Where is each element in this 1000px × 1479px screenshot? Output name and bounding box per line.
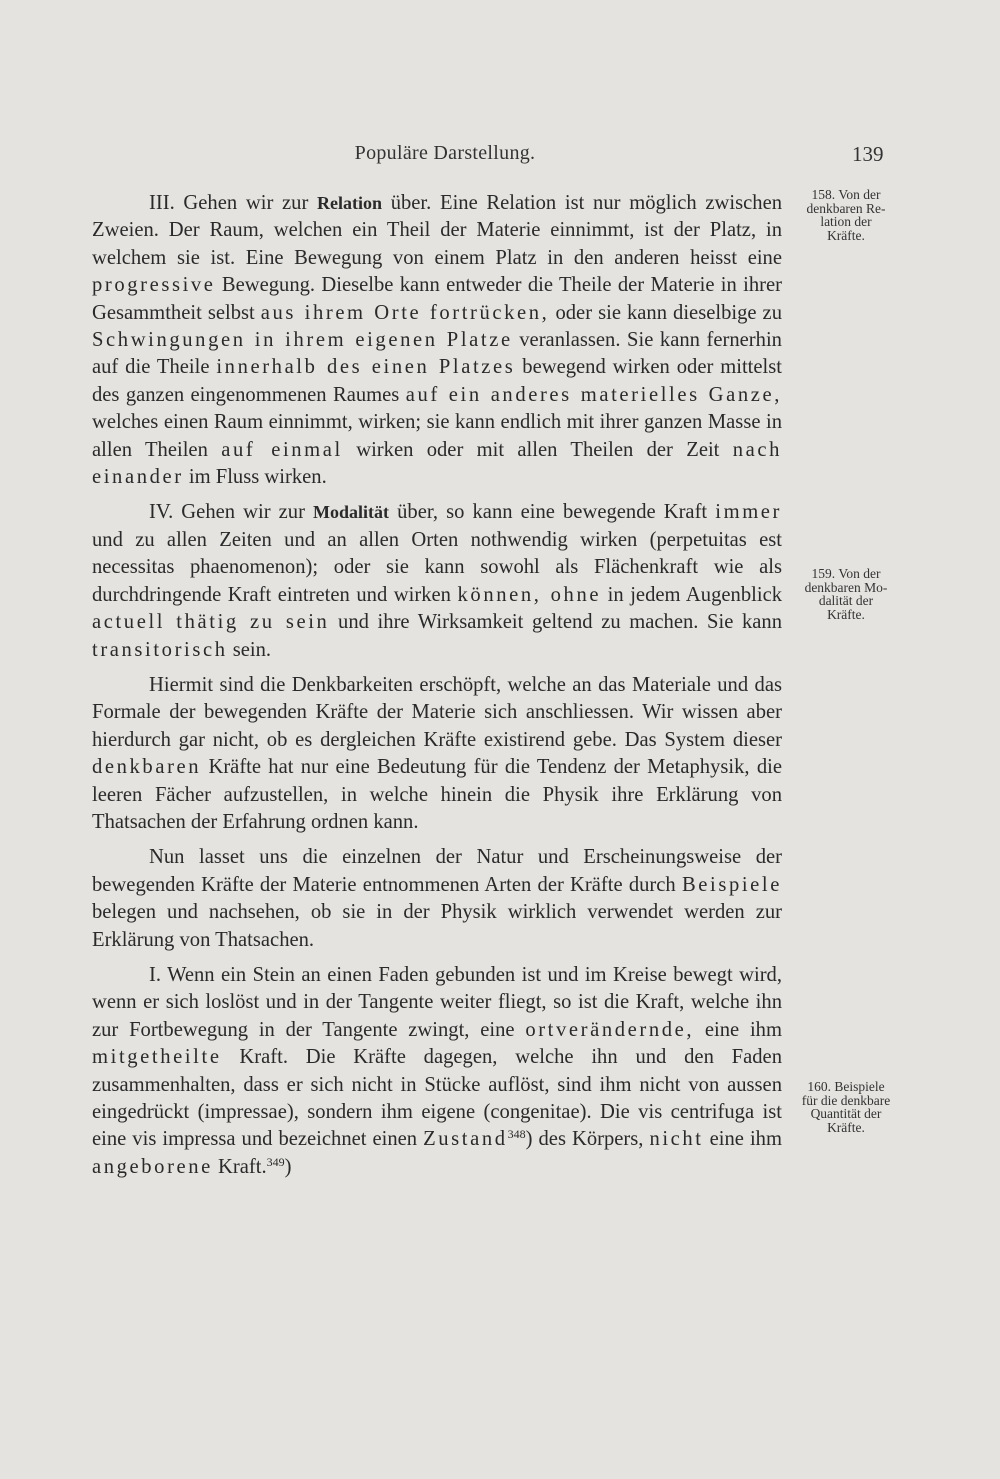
spaced-emphasis: immer	[715, 501, 783, 524]
spaced-emphasis: auf ein anderes materielles Ganze,	[405, 383, 782, 406]
marginal-note	[790, 188, 902, 242]
paragraph	[92, 190, 782, 491]
footnote-ref: 348	[507, 1127, 526, 1142]
text-run: bewegend wirken oder mittelst des ganzen eingenommenen Raumes	[92, 356, 782, 406]
text-run: eine ihm	[703, 1128, 782, 1151]
marginal-note-line: für die denkbare	[801, 1092, 891, 1108]
marginal-note	[790, 567, 902, 621]
paragraph	[92, 672, 782, 836]
text-run: sein.	[227, 638, 272, 661]
spaced-emphasis: Zustand	[423, 1128, 508, 1151]
text-run: welches einen Raum einnimmt, wirken; sie kann endlich mit ihrer ganzen Masse in allen Theilen	[92, 411, 782, 461]
bold-term: Modalität	[313, 502, 390, 523]
spaced-emphasis: nicht	[649, 1128, 704, 1151]
text-run: und zu allen Zeiten und an allen Orten nothwendig wirken (perpetuitas est necessitas phaenomenon); oder sie kann sowohl als Flächenkraft wie als durchdringende Kraft eintreten und wirken	[92, 528, 782, 606]
text-run: Nun lasset uns die einzelnen der Natur und Erscheinungsweise der bewegenden Kräfte der Materie entnommenen Arten der Kräfte durch	[92, 846, 782, 896]
text-run: im Fluss wirken.	[183, 466, 327, 489]
bold-term: Relation	[317, 193, 382, 213]
text-run: )	[284, 1155, 292, 1178]
marginal-note-line: dalität der	[818, 593, 874, 608]
spaced-emphasis: aus ihrem Orte fortrücken,	[260, 301, 550, 324]
text-run: oder sie kann dieselbige zu	[549, 301, 782, 324]
text-run: Kräfte hat nur eine Bedeutung für die Tendenz der Metaphysik, die leeren Fächer aufzustellen, in welche hinein die Physik ihre Erklärung von Thatsachen der Erfahrung ordnen kann.	[92, 756, 782, 833]
marginal-note-line: Quantität der	[810, 1106, 882, 1121]
text-run: Hiermit sind die Denkbarkeiten erschöpft, welche an das Materiale und das Formale der bewegenden Kräfte der Materie sich anschliessen. Wir wissen aber hierdurch gar nicht, ob es dergleichen Kräfte existirend gebe. Das System dieser	[92, 673, 782, 751]
text-run: in jedem Augenblick	[601, 583, 783, 606]
spaced-emphasis: können, ohne	[457, 583, 602, 606]
spaced-emphasis: denkbaren	[92, 756, 202, 779]
spaced-emphasis: actuell thätig zu sein	[92, 611, 330, 634]
footnote-ref: 349	[266, 1154, 285, 1169]
spaced-emphasis: innerhalb des einen Platzes	[216, 356, 516, 379]
spaced-emphasis: transitorisch	[92, 638, 228, 661]
text-run: IV. Gehen wir zur	[149, 501, 314, 524]
text-run: Kraft. Die Kräfte dagegen, welche ihn und den Faden zusammenhalten, dass er sich nicht in Stücke auflöst, sind ihm nicht von aussen eingedrückt (impressae), sondern ihm eigene (congenitae). Die vis centrifuga ist eine vis impressa und bezeichnet einen	[92, 1046, 782, 1151]
paragraph	[92, 499, 782, 663]
spaced-emphasis: Beispiele	[681, 873, 782, 896]
spaced-emphasis: ortverändernde,	[525, 1018, 695, 1041]
text-run: Bewegung. Dieselbe kann entweder die Theile der Materie in ihrer Gesammtheit selbst	[92, 274, 782, 324]
marginal-note-line: Kräfte.	[827, 1119, 865, 1135]
spaced-emphasis: auf einmal	[221, 438, 343, 461]
text-run: über. Eine Relation ist nur möglich zwischen Zweien. Der Raum, welchen ein Theil der Materie einnimmt, ist der Platz, in welchem sie ist. Eine Bewegung von einem Platz in den anderen heisst eine	[92, 192, 783, 269]
spaced-emphasis: Schwingungen in ihrem eigenen Platze	[92, 329, 513, 352]
spaced-emphasis: angeborene	[92, 1155, 213, 1178]
text-run: veranlassen. Sie kann fernerhin auf die Theile	[92, 329, 782, 379]
text-run: belegen und nachsehen, ob sie in der Physik wirklich verwendet werden zur Erklärung von Thatsachen.	[92, 901, 782, 951]
marginal-note-line: denkbaren Re-	[806, 200, 886, 216]
marginal-note-line: Kräfte.	[827, 606, 865, 622]
marginal-note-line: lation der	[820, 214, 872, 229]
text-run: III. Gehen wir zur	[149, 192, 317, 214]
page-number: 139	[852, 142, 884, 166]
paragraph	[92, 962, 782, 1181]
marginal-note-line: 160. Beispiele	[807, 1079, 885, 1094]
marginal-note-line: 158. Von der	[811, 187, 881, 202]
text-run: ) des Körpers,	[525, 1128, 650, 1151]
paragraph	[92, 844, 782, 954]
running-title: Populäre Darstellung.	[354, 142, 536, 164]
marginal-note-line: 159. Von der	[811, 566, 881, 581]
text-run: wirken oder mit allen Theilen der Zeit	[342, 438, 733, 461]
text-run: über, so kann eine bewegende Kraft	[389, 501, 716, 524]
text-run: I. Wenn ein Stein an einen Faden gebunden ist und im Kreise bewegt wird, wenn er sich loslöst und in der Tangente weiter fliegt, so ist die Kraft, welche ihn zur Fortbewegung in der Tangente zwingt, eine	[92, 963, 782, 1041]
marginal-note	[790, 1080, 902, 1134]
marginal-note-line: denkbaren Mo-	[804, 579, 888, 595]
marginal-note-line: Kräfte.	[827, 227, 865, 243]
text-run: und ihre Wirksamkeit geltend zu machen. Sie kann	[329, 611, 782, 634]
spaced-emphasis: nach einander	[92, 438, 783, 489]
text-run: Kraft.	[212, 1155, 267, 1178]
spaced-emphasis: progressive	[92, 274, 216, 297]
text-run: eine ihm	[694, 1018, 782, 1041]
spaced-emphasis: mitgetheilte	[92, 1046, 222, 1069]
body-text	[92, 190, 782, 1181]
